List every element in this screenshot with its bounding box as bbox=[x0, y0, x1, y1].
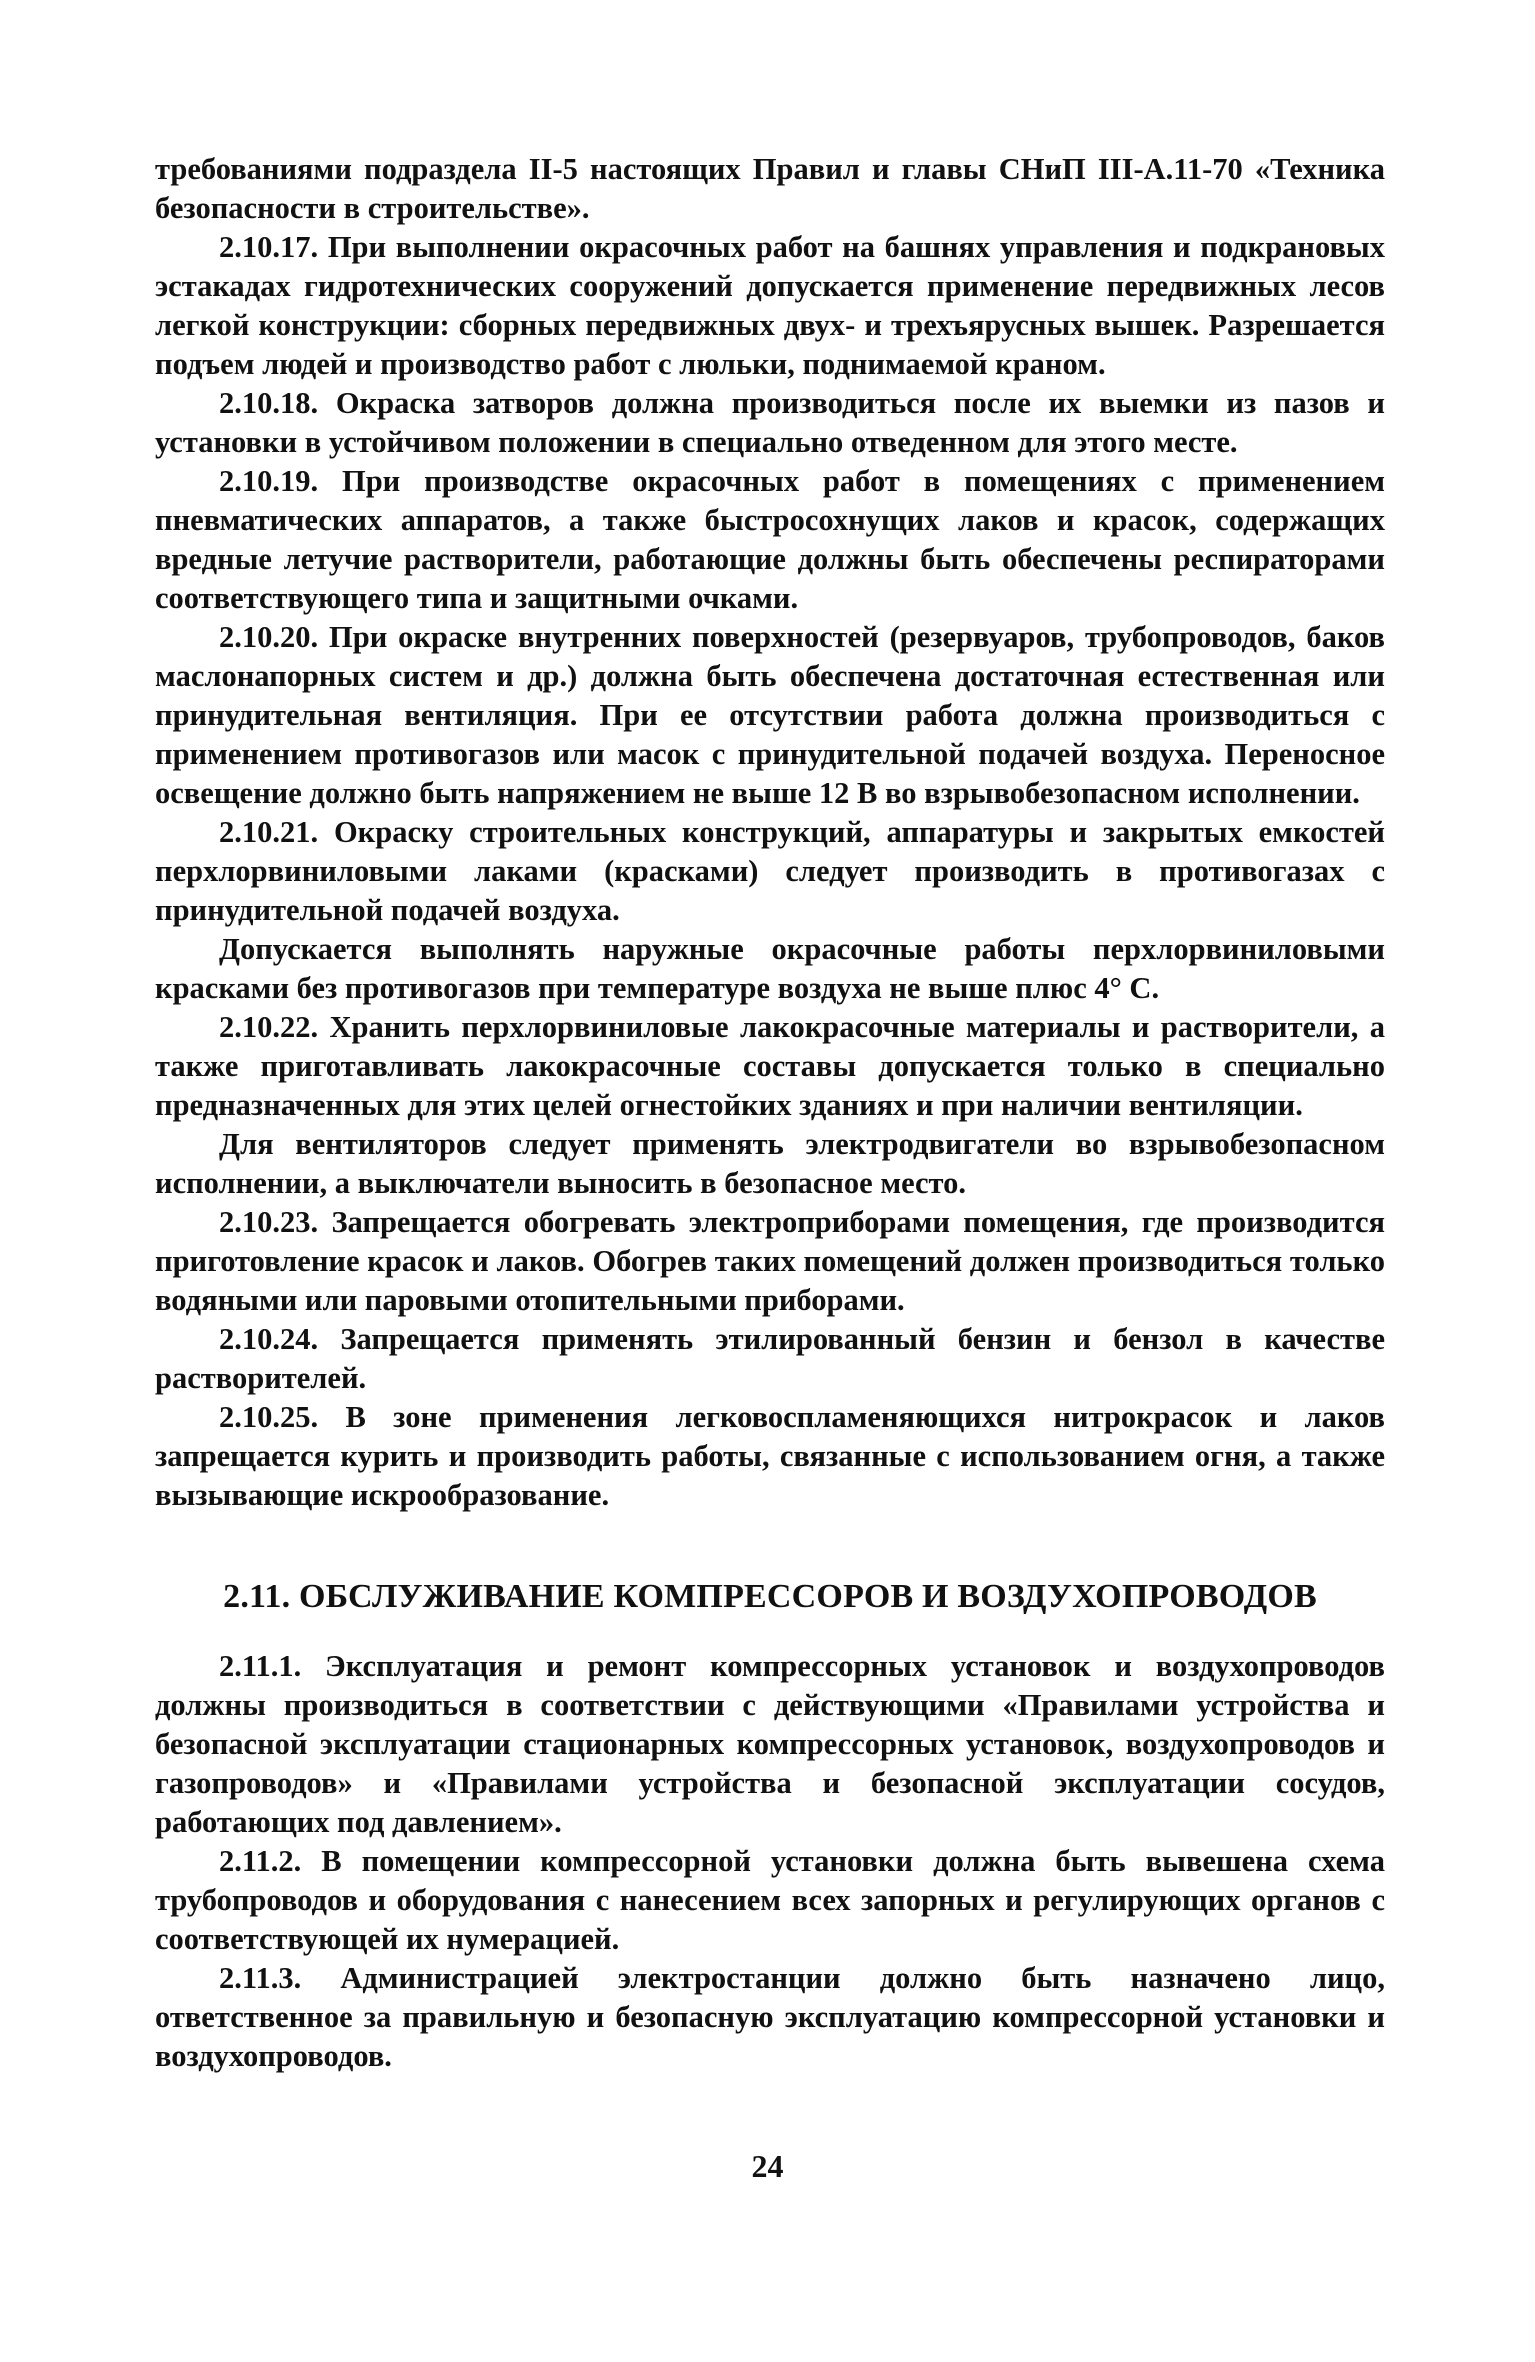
document-page bbox=[155, 150, 1385, 2076]
section-heading: 2.11. ОБСЛУЖИВАНИЕ КОМПРЕССОРОВ И ВОЗДУХОПРОВОДОВ bbox=[223, 1578, 1317, 1615]
clause-number: 2.10.23. bbox=[219, 1205, 319, 1239]
clause-number: 2.10.19. bbox=[219, 464, 319, 498]
paragraph-text: Запрещается обогревать электроприборами помещения, где производится приготовление красок и лаков. Обогрев таких помещений должен производиться только водяными или паровыми отопительными приборами. bbox=[155, 1205, 1385, 1317]
paragraph-2-10-25 bbox=[155, 1398, 1385, 1515]
paragraph-text: Запрещается применять этилированный бензин и бензол в качестве растворителей. bbox=[155, 1322, 1385, 1395]
paragraph-2-10-19 bbox=[155, 462, 1385, 618]
paragraph-text: Для вентиляторов следует применять электродвигатели во взрывобезопасном исполнении, а выключатели выносить в безопасное место. bbox=[155, 1127, 1385, 1200]
paragraph-2-10-20 bbox=[155, 618, 1385, 813]
paragraph-text: Допускается выполнять наружные окрасочные работы перхлорвиниловыми красками без противогазов при температуре воздуха не выше плюс 4° С. bbox=[155, 932, 1385, 1005]
paragraph-2-10-18 bbox=[155, 384, 1385, 462]
paragraph-2-10-23 bbox=[155, 1203, 1385, 1320]
paragraph-text: При окраске внутренних поверхностей (резервуаров, трубопроводов, баков маслонапорных систем и др.) должна быть обеспечена достаточная естественная или принудительная вентиляция. При ее отсутствии работа должна производиться с применением противогазов или масок с принудительной подачей воздуха. Переносное освещение должно быть напряжением не выше 12 В во взрывобезопасном исполнении. bbox=[155, 620, 1386, 810]
paragraph-text: требованиями подраздела II-5 настоящих Правил и главы СНиП III-А.11-70 «Техника безопасности в строительстве». bbox=[155, 152, 1385, 225]
paragraph-2-11-2 bbox=[155, 1842, 1385, 1959]
paragraph-text: Окраска затворов должна производиться после их выемки из пазов и установки в устойчивом положении в специально отведенном для этого месте. bbox=[155, 386, 1386, 459]
clause-number: 2.10.17. bbox=[219, 230, 319, 264]
paragraph-2-11-1 bbox=[155, 1647, 1385, 1842]
paragraph-2-10-22-note bbox=[155, 1125, 1385, 1203]
clause-number: 2.10.20. bbox=[219, 620, 319, 654]
paragraph-text: При производстве окрасочных работ в помещениях с применением пневматических аппаратов, а также быстросохнущих лаков и красок, содержащих вредные летучие растворители, работающие должны быть обеспечены респираторами соответствующего типа и защитными очками. bbox=[155, 464, 1386, 615]
page-number: 24 bbox=[751, 2148, 784, 2184]
clause-number: 2.11.1. bbox=[219, 1649, 302, 1683]
paragraph-text: Эксплуатация и ремонт компрессорных установок и воздухопроводов должны производиться в соответствии с действующими «Правилами устройства и безопасной эксплуатации стационарных компрессорных установок, воздухопроводов и газопроводов» и «Правилами устройства и безопасной эксплуатации сосудов, работающих под давлением». bbox=[155, 1649, 1386, 1839]
paragraph-text: В зоне применения легковоспламеняющихся нитрокрасок и лаков запрещается курить и производить работы, связанные с использованием огня, а также вызывающие искрообразование. bbox=[155, 1400, 1385, 1512]
paragraph-text: В помещении компрессорной установки должна быть вывешена схема трубопроводов и оборудования с нанесением всех запорных и регулирующих органов с соответствующей их нумерацией. bbox=[155, 1844, 1385, 1956]
paragraph-text: Хранить перхлорвиниловые лакокрасочные материалы и растворители, а также приготавливать лакокрасочные составы допускается только в специально предназначенных для этих целей огнестойких зданиях и при наличии вентиляции. bbox=[155, 1010, 1385, 1122]
clause-number: 2.10.22. bbox=[219, 1010, 319, 1044]
clause-number: 2.10.24. bbox=[219, 1322, 319, 1356]
paragraph-text: При выполнении окрасочных работ на башнях управления и подкрановых эстакадах гидротехнических сооружений допускается применение передвижных лесов легкой конструкции: сборных передвижных двух- и трехъярусных вышек. Разрешается подъем людей и производство работ с люльки, поднимаемой краном. bbox=[155, 230, 1385, 381]
clause-number: 2.10.21. bbox=[219, 815, 319, 849]
clause-number: 2.11.3. bbox=[219, 1961, 302, 1995]
paragraph-text: Администрацией электростанции должно быть назначено лицо, ответственное за правильную и безопасную эксплуатацию компрессорной установки и воздухопроводов. bbox=[155, 1961, 1385, 2073]
paragraph-2-10-22 bbox=[155, 1008, 1385, 1125]
paragraph-2-11-3 bbox=[155, 1959, 1385, 2076]
clause-number: 2.10.18. bbox=[219, 386, 319, 420]
paragraph-text: Окраску строительных конструкций, аппаратуры и закрытых емкостей перхлорвиниловыми лаками (красками) следует производить в противогазах с принудительной подачей воздуха. bbox=[155, 815, 1385, 927]
clause-number: 2.11.2. bbox=[219, 1844, 302, 1878]
paragraph-2-10-17 bbox=[155, 228, 1385, 384]
paragraph-2-10-21-note bbox=[155, 930, 1385, 1008]
paragraph-2-10-21 bbox=[155, 813, 1385, 930]
paragraph-2-10-24 bbox=[155, 1320, 1385, 1398]
clause-number: 2.10.25. bbox=[219, 1400, 319, 1434]
paragraph-continuation bbox=[155, 150, 1385, 228]
